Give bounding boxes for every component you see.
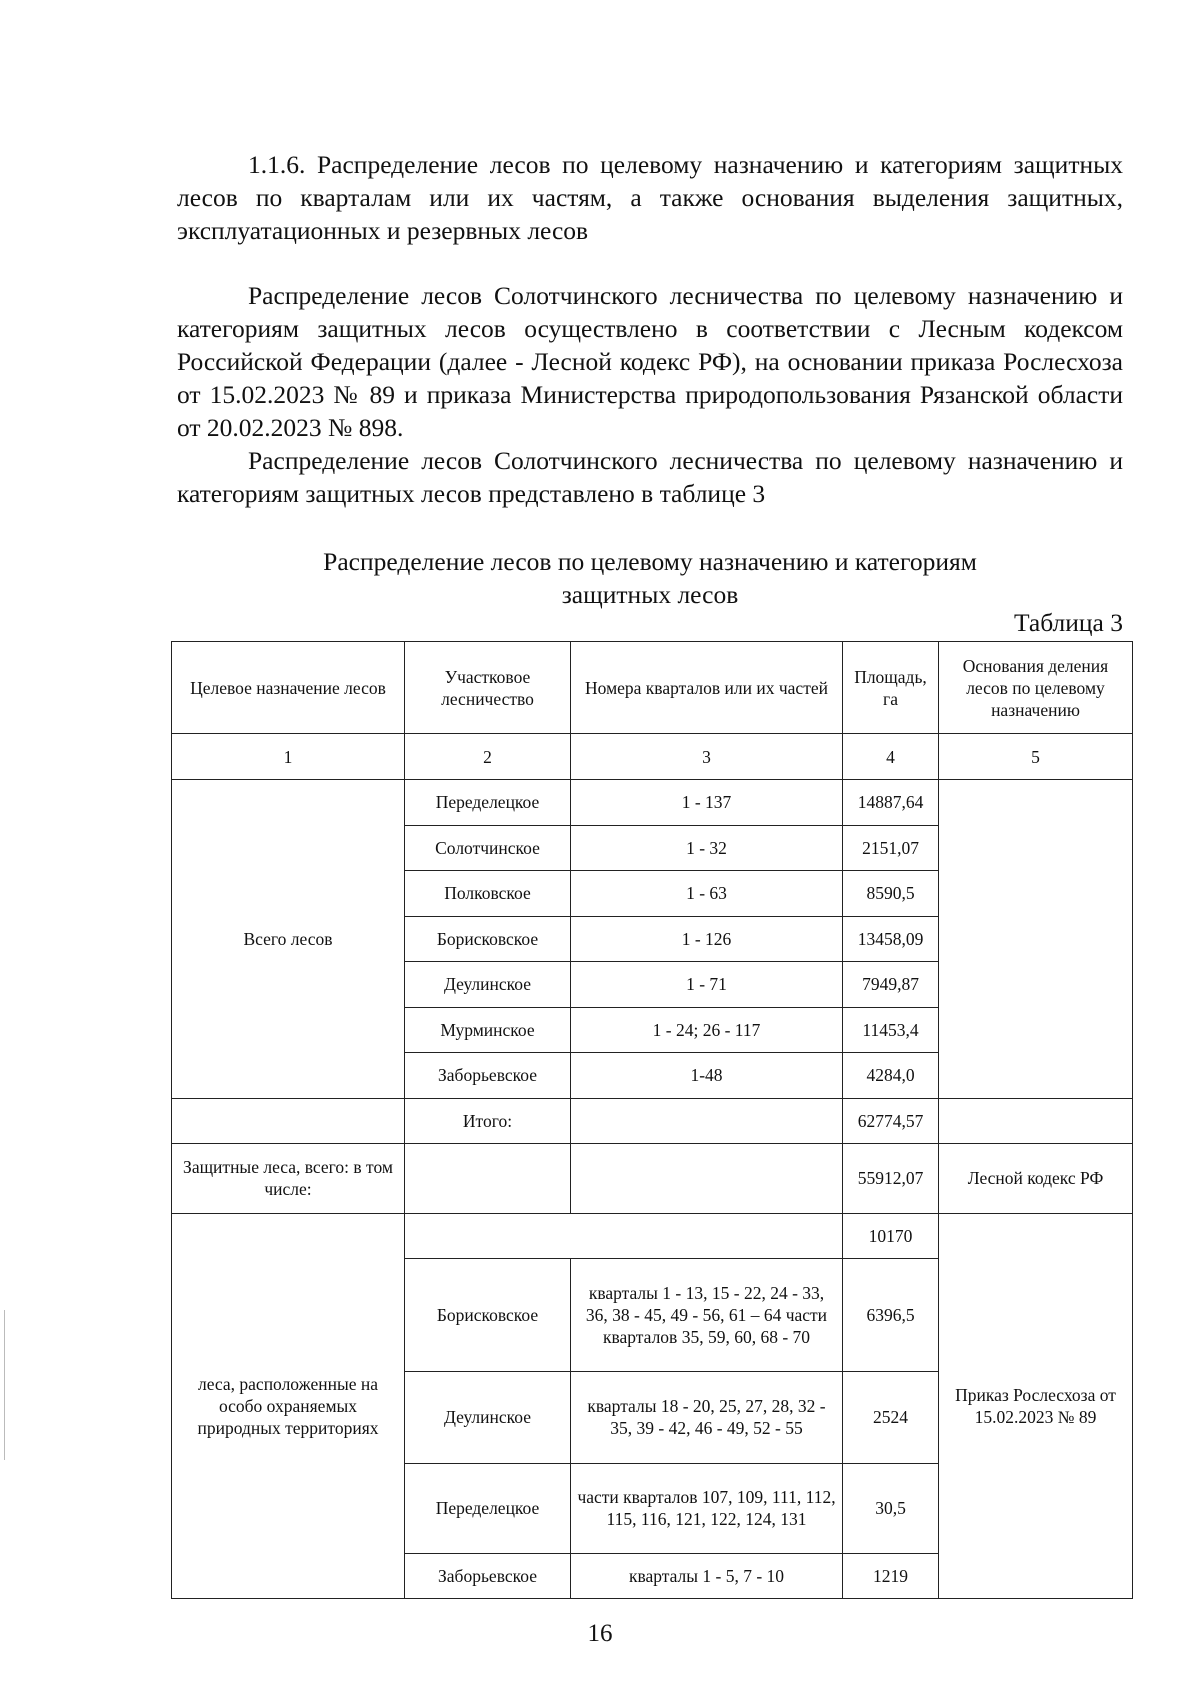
col-number: 5 xyxy=(939,734,1133,780)
area: 11453,4 xyxy=(843,1007,939,1053)
page-number: 16 xyxy=(587,1620,613,1647)
district: Заборьевское xyxy=(405,1553,571,1598)
itogo-row xyxy=(172,1098,1133,1143)
quarters: 1 - 126 xyxy=(571,916,843,962)
district: Деулинское xyxy=(405,1371,571,1463)
empty-cell xyxy=(571,1098,843,1143)
header-cell: Основания деления лесов по целевому назначению xyxy=(939,642,1133,734)
area: 2524 xyxy=(843,1371,939,1463)
district: Переделецкое xyxy=(405,1463,571,1553)
total-label: Всего лесов xyxy=(172,780,405,1099)
district: Деулинское xyxy=(405,962,571,1008)
area: 14887,64 xyxy=(843,780,939,826)
header-cell: Целевое назначение лесов xyxy=(172,642,405,734)
oopt-basis: Приказ Рослесхоза от 15.02.2023 № 89 xyxy=(939,1213,1133,1598)
area: 13458,09 xyxy=(843,916,939,962)
quarters: 1 - 32 xyxy=(571,825,843,871)
area: 1219 xyxy=(843,1553,939,1598)
protective-basis: Лесной кодекс РФ xyxy=(939,1143,1133,1213)
col-number: 4 xyxy=(843,734,939,780)
col-number: 1 xyxy=(172,734,405,780)
district: Солотчинское xyxy=(405,825,571,871)
protective-area: 55912,07 xyxy=(843,1143,939,1213)
district: Борисковское xyxy=(405,1258,571,1371)
area: 7949,87 xyxy=(843,962,939,1008)
protective-label: Защитные леса, всего: в том числе: xyxy=(172,1143,405,1213)
col-number: 2 xyxy=(405,734,571,780)
paragraph-1: Распределение лесов Солотчинского лесничества по целевому назначению и категориям защитных лесов осуществлено в соответствии с Лесным кодексом Российской Федерации (далее - Лесной кодекс РФ), на основании приказа Рослесхоза от 15.02.2023 № 89 и приказа Министерства природопользования Рязанской области от 20.02.2023 № 898. xyxy=(177,281,1123,442)
empty-cell xyxy=(172,1098,405,1143)
header-cell: Номера кварталов или их частей xyxy=(571,642,843,734)
quarters: 1 - 63 xyxy=(571,871,843,917)
quarters: кварталы 1 - 13, 15 - 22, 24 - 33, 36, 38 - 45, 49 - 56, 61 – 64 части кварталов 35, 59, 60, 68 - 70 xyxy=(571,1258,843,1371)
area: 8590,5 xyxy=(843,871,939,917)
forest-distribution-table xyxy=(171,641,1133,1599)
scan-edge xyxy=(4,1310,5,1460)
table-number: Таблица 3 xyxy=(1013,608,1123,637)
oopt-total: 10170 xyxy=(843,1213,939,1258)
protective-row xyxy=(172,1143,1133,1213)
quarters: 1-48 xyxy=(571,1053,843,1099)
basis-empty xyxy=(939,780,1133,1099)
district: Мурминское xyxy=(405,1007,571,1053)
district: Полковское xyxy=(405,871,571,917)
header-row xyxy=(172,642,1133,734)
itogo-area: 62774,57 xyxy=(843,1098,939,1143)
itogo-label: Итого: xyxy=(405,1098,571,1143)
area: 2151,07 xyxy=(843,825,939,871)
table-caption-line1: Распределение лесов по целевому назначению и категориям xyxy=(323,547,977,576)
paragraph-2: Распределение лесов Солотчинского лесничества по целевому назначению и категориям защитных лесов представлено в таблице 3 xyxy=(177,446,1123,508)
district: Борисковское xyxy=(405,916,571,962)
oopt-label: леса, расположенные на особо охраняемых природных территориях xyxy=(172,1213,405,1598)
empty-cell xyxy=(405,1143,571,1213)
column-number-row xyxy=(172,734,1133,780)
district: Заборьевское xyxy=(405,1053,571,1099)
empty-cell xyxy=(405,1213,843,1258)
quarters: части кварталов 107, 109, 111, 112, 115, 116, 121, 122, 124, 131 xyxy=(571,1463,843,1553)
header-cell: Участковое лесничество xyxy=(405,642,571,734)
section-heading: 1.1.6. Распределение лесов по целевому назначению и категориям защитных лесов по кварталам или их частям, а также основания выделения защитных, эксплуатационных и резервных лесов xyxy=(177,150,1123,245)
area: 6396,5 xyxy=(843,1258,939,1371)
quarters: 1 - 71 xyxy=(571,962,843,1008)
quarters: кварталы 18 - 20, 25, 27, 28, 32 - 35, 39 - 42, 46 - 49, 52 - 55 xyxy=(571,1371,843,1463)
table-row xyxy=(172,780,1133,826)
quarters: кварталы 1 - 5, 7 - 10 xyxy=(571,1553,843,1598)
district: Переделецкое xyxy=(405,780,571,826)
area: 30,5 xyxy=(843,1463,939,1553)
quarters: 1 - 24; 26 - 117 xyxy=(571,1007,843,1053)
quarters: 1 - 137 xyxy=(571,780,843,826)
oopt-total-row xyxy=(172,1213,1133,1258)
col-number: 3 xyxy=(571,734,843,780)
empty-cell xyxy=(939,1098,1133,1143)
area: 4284,0 xyxy=(843,1053,939,1099)
table-caption-line2: защитных лесов xyxy=(561,580,739,609)
empty-cell xyxy=(571,1143,843,1213)
header-cell: Площадь, га xyxy=(843,642,939,734)
